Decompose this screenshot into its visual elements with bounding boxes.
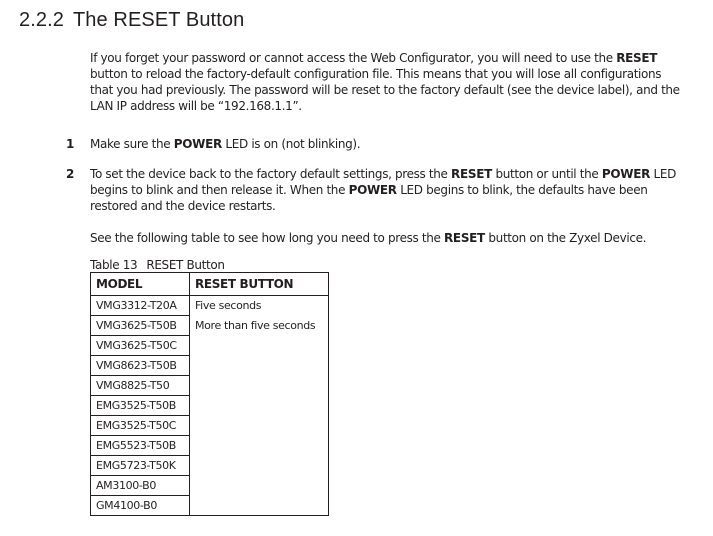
step-text: LED begins to blink, the defaults have been [396, 183, 648, 197]
reset-duration-cell [190, 436, 329, 456]
table-row [91, 476, 329, 496]
table-row [91, 296, 329, 316]
intro-text: If you forget your password or cannot access the Web Configurator, you will need to use the [90, 51, 617, 65]
reset-duration-cell [190, 396, 329, 416]
model-cell: EMG5523-T50B [91, 436, 190, 456]
reset-duration-cell [190, 336, 329, 356]
see-table-text: button on the Zyxel Device. [484, 231, 647, 245]
table-row [91, 316, 329, 336]
section-number: 2.2.2 [19, 9, 64, 31]
power-keyword: POWER [601, 167, 651, 181]
header-model: MODEL [91, 273, 190, 296]
table-header-row [91, 273, 329, 296]
intro-line-2: button to reload the factory-default configuration file. This means that you will lose all configurations [90, 67, 662, 81]
section-heading [19, 9, 244, 32]
step-text: LED [650, 167, 676, 181]
step-text: Make sure the [90, 137, 174, 151]
power-keyword: POWER [348, 183, 397, 197]
step-2-text [90, 166, 696, 214]
table-row [91, 496, 329, 516]
model-cell: EMG5723-T50K [91, 456, 190, 476]
model-cell: EMG3525-T50C [91, 416, 190, 436]
step-1-line [90, 136, 696, 152]
intro-line-4: LAN IP address will be “192.168.1.1”. [90, 99, 302, 113]
model-cell: VMG3625-T50C [91, 336, 190, 356]
step-text: button or until the [492, 167, 602, 181]
step-2-line-1 [90, 166, 696, 182]
table-caption-title: RESET Button [146, 258, 225, 272]
step-text: begins to blink and then release it. When the [90, 183, 349, 197]
step-1-number: 1 [66, 137, 75, 151]
section-title: The RESET Button [72, 9, 245, 31]
table-caption-number: Table 13 [90, 258, 138, 272]
reset-button-table [90, 272, 329, 516]
intro-paragraph [90, 50, 696, 114]
reset-duration-cell: More than five seconds [190, 316, 329, 336]
step-text: LED is on (not blinking). [221, 137, 361, 151]
intro-line-3: that you had previously. The password will be reset to the factory default (see the device label), and the [90, 83, 680, 97]
reset-duration-cell [190, 456, 329, 476]
step-1-text [90, 136, 696, 152]
header-reset-button: RESET BUTTON [190, 273, 329, 296]
reset-duration-cell [190, 356, 329, 376]
reset-duration-cell: Five seconds [190, 296, 329, 316]
model-cell: VMG8623-T50B [91, 356, 190, 376]
intro-line-1 [90, 50, 696, 66]
model-cell: AM3100-B0 [91, 476, 190, 496]
reset-duration-cell [190, 376, 329, 396]
step-2-line-2 [90, 182, 696, 198]
table-caption [90, 257, 225, 273]
table-row [91, 456, 329, 476]
table-row [91, 396, 329, 416]
table-row [91, 336, 329, 356]
reset-duration-cell [190, 496, 329, 516]
reset-keyword: RESET [443, 231, 485, 245]
step-2-line-3: restored and the device restarts. [90, 199, 276, 213]
table-row [91, 376, 329, 396]
table-row [91, 356, 329, 376]
table-row [91, 416, 329, 436]
model-cell: VMG8825-T50 [91, 376, 190, 396]
model-cell: EMG3525-T50B [91, 396, 190, 416]
see-table-line [90, 230, 696, 246]
see-table-paragraph [90, 230, 696, 246]
reset-keyword: RESET [451, 167, 492, 181]
power-keyword: POWER [173, 137, 222, 151]
reset-duration-cell [190, 476, 329, 496]
model-cell: GM4100-B0 [91, 496, 190, 516]
model-cell: VMG3312-T20A [91, 296, 190, 316]
reset-keyword: RESET [616, 51, 658, 65]
see-table-text: See the following table to see how long you need to press the [90, 231, 444, 245]
step-2-number: 2 [66, 167, 75, 181]
model-cell: VMG3625-T50B [91, 316, 190, 336]
table-row [91, 436, 329, 456]
reset-duration-cell [190, 416, 329, 436]
step-text: To set the device back to the factory default settings, press the [90, 167, 452, 181]
